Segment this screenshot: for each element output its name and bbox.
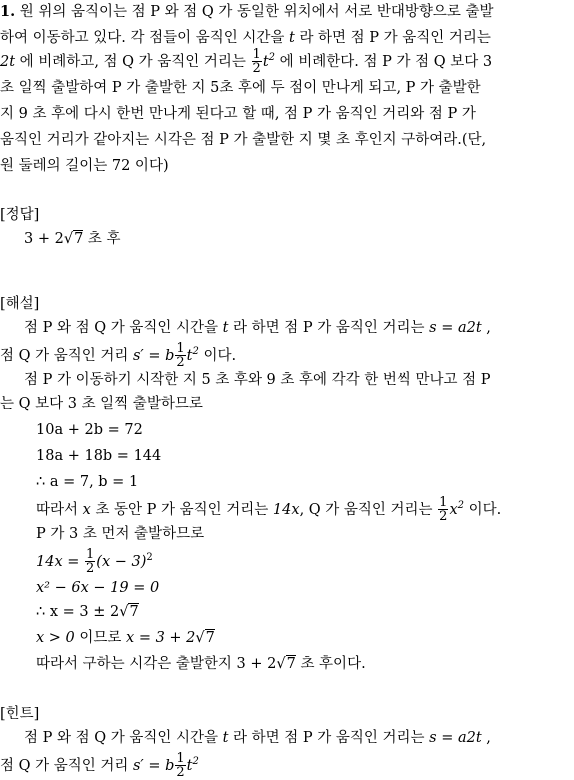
problem-line-5: 지 9 초 후에 다시 한번 만나게 된다고 할 때, 점 P 가 움직인 거리와 점 P 가: [0, 106, 476, 122]
solution-line-7: [36, 654, 366, 674]
problem-line-1: [0, 2, 494, 22]
hint-line-1: 점 P 와 점 Q 가 움직인 시간을 t 라 하면 점 P 가 움직인 거리는 s = a2t ,: [24, 730, 491, 746]
var-t: t: [289, 30, 295, 46]
solution-text-1b: 라 하면 점 P 가 움직인 거리는: [233, 320, 425, 336]
problem-text-3a: 에 비례하고, 점 Q 가 움직인 거리는: [19, 53, 246, 70]
equation-7: [36, 628, 215, 648]
equation-3: ∴ a = 7, b = 1: [36, 474, 139, 490]
solution-text-5a: 따라서 구하는 시각은 출발한지: [36, 656, 232, 672]
var-t: t: [222, 320, 229, 336]
expr-s: s = a2t: [429, 320, 482, 336]
expr-s-prime: s′ = b: [132, 347, 175, 364]
equation-6-text: ∴ x = 3 ± 2: [36, 604, 120, 620]
equation-1: 10a + 2b = 72: [36, 422, 143, 438]
fraction-half: $\frac{1}{2}$: [439, 495, 448, 525]
answer-value: [24, 229, 121, 249]
sqrt-sign: √: [119, 604, 129, 620]
solution-line-6: P 가 3 초 먼저 출발하므로: [36, 526, 205, 542]
problem-text-3b: 에 비례한다. 점 P 가 점 Q 보다 3: [279, 53, 493, 70]
equation-7-result: x = 3 + 2: [126, 630, 196, 646]
hint-header: [힌트]: [0, 706, 40, 722]
root-7: 7: [129, 604, 139, 620]
expr-t2: $t^2$: [186, 346, 199, 364]
fraction-half: $\frac{1}{2}$: [176, 751, 185, 780]
solution-line-2: [0, 342, 236, 369]
expr-t2: $t^2$: [186, 756, 199, 774]
solution-text-1c: 점 Q 가 움직인 거리: [0, 347, 129, 364]
problem-text-1: 원 위의 움직이는 점 P 와 점 Q 가 동일한 위치에서 서로 반대방향으로 출발: [19, 4, 494, 20]
answer-suffix: 초 후: [87, 231, 121, 247]
expr-s-prime: s′ = b: [132, 757, 175, 774]
equation-4-lhs: 14x =: [36, 553, 80, 570]
solution-text-3a: 따라서: [36, 501, 79, 518]
equation-2: 18a + 18b = 144: [36, 448, 162, 464]
equation-6: [36, 602, 139, 622]
expr-2t: 2t: [0, 53, 16, 70]
solution-line-5: [36, 496, 501, 523]
solution-text-3d: 이다.: [468, 501, 502, 518]
var-x: x: [82, 501, 91, 518]
hint-line-2: [0, 752, 199, 779]
solution-text-3b: 초 동안 P 가 움직인 거리는: [95, 501, 269, 518]
root-7: 7: [205, 630, 215, 646]
problem-line-7: 원 둘레의 길이는 72 이다): [0, 158, 169, 174]
answer-root: 7: [74, 231, 84, 247]
solution-line-1: 점 P 와 점 Q 가 움직인 시간을 t 라 하면 점 P 가 움직인 거리는 s = a2t ,: [24, 320, 491, 336]
equation-5: x² − 6x − 19 = 0: [36, 580, 160, 596]
equation-4-rhs: (x − 3): [96, 553, 147, 570]
solution-text-1d: 이다.: [203, 347, 237, 364]
answer-inline: 3 + 2√7: [236, 656, 296, 672]
problem-text-2b: 라 하면 점 P 가 움직인 거리는: [299, 30, 491, 46]
hint-text-1b: 라 하면 점 P 가 움직인 거리는: [233, 730, 425, 746]
solution-line-3: 점 P 가 이동하기 시작한 지 5 초 후와 9 초 후에 각각 한 번씩 만나고 점 P: [24, 372, 491, 388]
problem-line-4: 초 일찍 출발하여 P 가 출발한 지 5초 후에 두 점이 만나게 되고, P 가 출발한: [0, 80, 481, 96]
answer-header: [정답]: [0, 207, 40, 223]
sqrt-sign: √: [63, 231, 74, 247]
solution-header: [해설]: [0, 296, 40, 312]
solution-text-1a: 점 P 와 점 Q 가 움직인 시간을: [24, 320, 218, 336]
problem-line-2: [0, 28, 491, 48]
var-t: t: [222, 730, 229, 746]
fraction-half: $\frac{1}{2}$: [86, 547, 95, 577]
expr-14x: 14x: [272, 501, 300, 518]
expr-x2: $x^2$: [449, 500, 464, 518]
solution-text-5b: 초 후이다.: [300, 656, 366, 672]
expr-s: s = a2t: [429, 730, 482, 746]
hint-text-1a: 점 P 와 점 Q 가 움직인 시간을: [24, 730, 218, 746]
problem-line-6: 움직인 거리가 같아지는 시각은 점 P 가 출발한 지 몇 초 후인지 구하여라.(단,: [0, 132, 487, 148]
fraction-half: $\frac{1}{2}$: [252, 47, 261, 77]
answer-prefix: 3 + 2: [24, 231, 64, 247]
hint-text-1c: 점 Q 가 움직인 거리: [0, 757, 129, 774]
equation-7-text: 이므로: [79, 630, 122, 646]
problem-text-2a: 하여 이동하고 있다. 각 점들이 움직인 시간을: [0, 30, 285, 46]
equation-4: 14x = $\frac{1}{2}$ $(x - 3)^2$: [36, 547, 153, 577]
solution-line-4: 는 Q 보다 3 초 일찍 출발하므로: [0, 396, 203, 412]
sqrt-sign: √: [195, 630, 205, 646]
problem-line-3: [0, 48, 492, 75]
problem-number: 1.: [0, 3, 16, 20]
solution-text-3c: , Q 가 움직인 거리는: [299, 501, 433, 518]
fraction-half: $\frac{1}{2}$: [176, 341, 185, 371]
equation-7-condition: x > 0: [36, 630, 75, 646]
expr-t2: $t^2$: [262, 52, 276, 70]
